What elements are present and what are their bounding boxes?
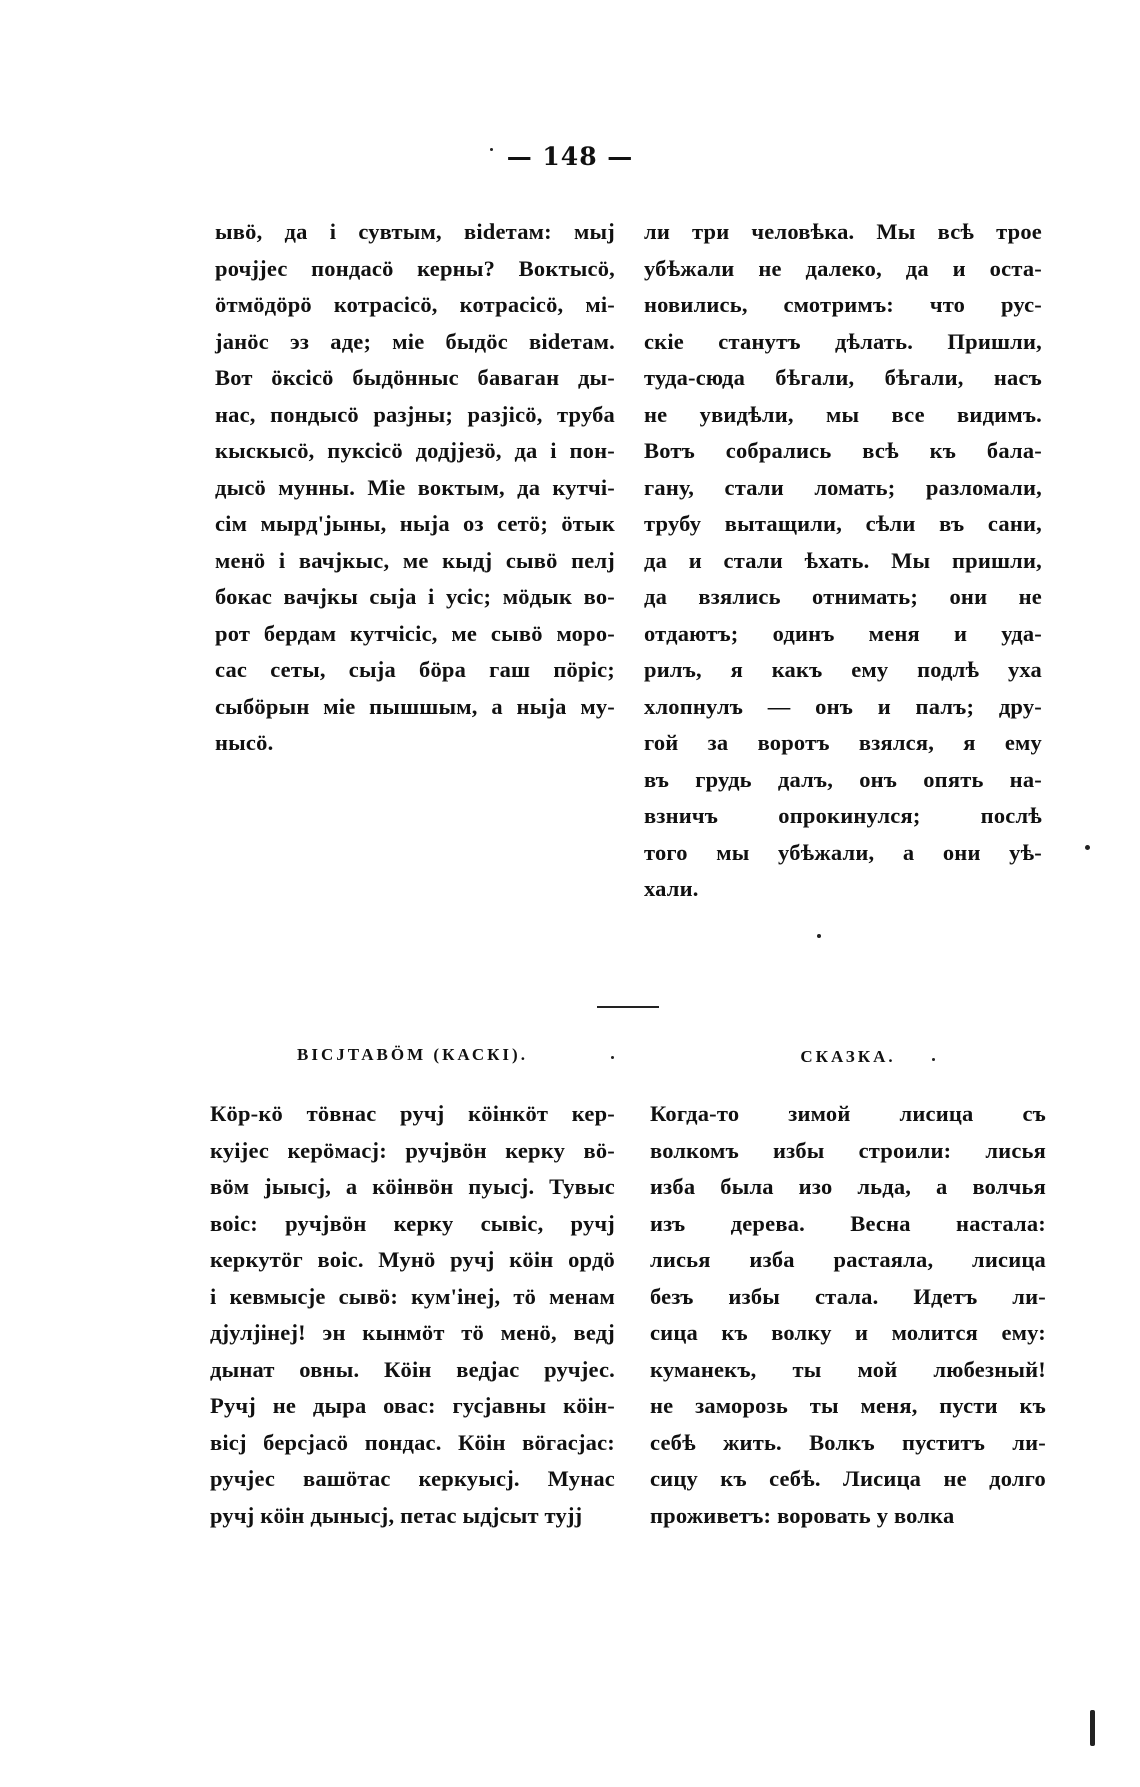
text-line: Когда-то зимой лисица съ [650,1101,1046,1126]
text-line: туда-сюда бѣгали, бѣгали, насъ [644,365,1042,390]
text-line: трубу вытащили, сѣли въ сани, [644,511,1042,536]
ink-speck [1090,1710,1095,1746]
text-line: рочјјес пондасӧ керны? Воктысӧ, [215,255,615,281]
text-line: ручјес вашӧтас керкуысј. Мунас [210,1466,615,1491]
text-line: Кӧр-кӧ тӧвнас ручј кӧінкӧт кер- [210,1101,615,1126]
ink-speck [611,1056,614,1059]
text-line: сыбӧрын міе пышшым, а ныја му- [215,693,615,719]
text-line: ли три человѣка. Мы всѣ трое [644,219,1042,244]
page-number: — 148 — [506,142,634,171]
text-line: воіс: ручјвӧн керку сывіс, ручј [210,1210,615,1236]
text-line: отдаютъ; одинъ меня и уда- [644,620,1042,646]
text-line: хлопнулъ — онъ и палъ; дру- [644,693,1042,719]
text-line: волкомъ избы строили: лисья [650,1137,1046,1163]
text-line: себѣ жить. Волкъ пуститъ ли- [650,1429,1046,1455]
text-line: рилъ, я какъ ему подлѣ уха [644,657,1042,682]
text-line: скіе станутъ дѣлать. Пришли, [644,328,1042,354]
ink-speck [817,934,821,938]
text-line: лисья изба растаяла, лисица [650,1247,1046,1272]
text-line: нысӧ. [215,730,274,755]
text-line: нас, пондысӧ разјны; разјісӧ, труба [215,401,615,427]
text-line: дјулјінеј! эн кынмӧт тӧ менӧ, ведј [210,1320,615,1345]
text-line: сім мырд'јыны, ныја оз сетӧ; ӧтык [215,511,615,536]
text-line: дысӧ мунны. Міе воктым, да кутчі- [215,474,615,500]
komi-tale-text [210,1096,615,1534]
text-line: сица къ волку и молится ему: [650,1320,1046,1345]
russian-text-top [644,214,1042,908]
text-line: ӧтмӧдӧрӧ котрасісӧ, котрасісӧ, мі- [215,292,615,317]
text-line: да взялись отнимать; они не [644,584,1042,609]
text-line: да и стали ѣхать. Мы пришли, [644,547,1042,573]
text-line: изъ дерева. Весна настала: [650,1210,1046,1236]
text-line: хали. [644,876,699,901]
ink-speck [1085,845,1090,850]
text-line: ручј кӧін дынысј, петас ыдјсыт тујј [210,1502,583,1528]
komi-text-top [215,214,615,762]
text-line: јанӧс эз аде; міе быдӧс віԁетам. [215,328,615,354]
text-line: Ручј не дыра овас: гусјавны кӧін- [210,1393,615,1418]
text-line: дынат овны. Кӧін ведјас ручјес. [210,1356,615,1382]
text-line: не заморозь ты меня, пусти къ [650,1393,1046,1418]
text-line: того мы убѣжали, а они уѣ- [644,839,1042,865]
text-line: сас сеты, сыја бӧра гаш пӧріс; [215,657,615,682]
text-line: ывӧ, да і сувтым, віԁетам: мыј [215,219,615,244]
komi-tale-heading: ВІСЈТАВӦМ (КАСКІ). [297,1045,528,1064]
text-line: бокас вачјкы сыја і усіс; мӧдык во- [215,584,615,609]
text-line: куманекъ, ты мой любезный! [650,1356,1046,1382]
text-line: безъ избы стала. Идетъ ли- [650,1283,1046,1309]
text-line: і кевмысје сывӧ: кум'інеј, тӧ менам [210,1283,615,1309]
text-line: менӧ і вачјкыс, ме кыдј сывӧ пелј [215,547,615,573]
text-line: куіјес керӧмасј: ручјвӧн керку вӧ- [210,1137,615,1163]
section-divider [597,1006,659,1008]
text-line: Вот ӧксісӧ быдӧнныс баваган ды- [215,365,615,390]
ink-speck [490,148,493,151]
text-line: Вотъ собрались всѣ къ бала- [644,438,1042,463]
russian-tale-heading: СКАЗКА. [800,1047,896,1066]
text-line: вӧм јыысј, а кӧінвӧн пуысј. Тувыс [210,1174,615,1199]
text-line: кыскысӧ, пуксісӧ додјјезӧ, да і пон- [215,438,615,463]
text-line: взничъ опрокинулся; послѣ [644,803,1042,828]
text-line: вісј берсјасӧ пондас. Кӧін вӧгасјас: [210,1429,615,1455]
ink-speck [932,1058,935,1061]
text-line: гой за воротъ взялся, я ему [644,730,1042,755]
text-line: рот бердам кутчісіс, ме сывӧ моро- [215,620,615,646]
text-line: гану, стали ломать; разломали, [644,474,1042,500]
text-line: проживетъ: воровать у волка [650,1502,955,1528]
text-line: изба была изо льда, а волчья [650,1174,1046,1199]
text-line: сицу къ себѣ. Лисица не долго [650,1466,1046,1491]
text-line: въ грудь далъ, онъ опять на- [644,766,1042,792]
russian-tale-text [650,1096,1046,1534]
text-line: убѣжали не далеко, да и оста- [644,255,1042,281]
text-line: не увидѣли, мы все видимъ. [644,401,1042,427]
text-line: керкутӧг воіс. Мунӧ ручј кӧін ордӧ [210,1247,615,1272]
text-line: новились, смотримъ: что рус- [644,292,1042,317]
